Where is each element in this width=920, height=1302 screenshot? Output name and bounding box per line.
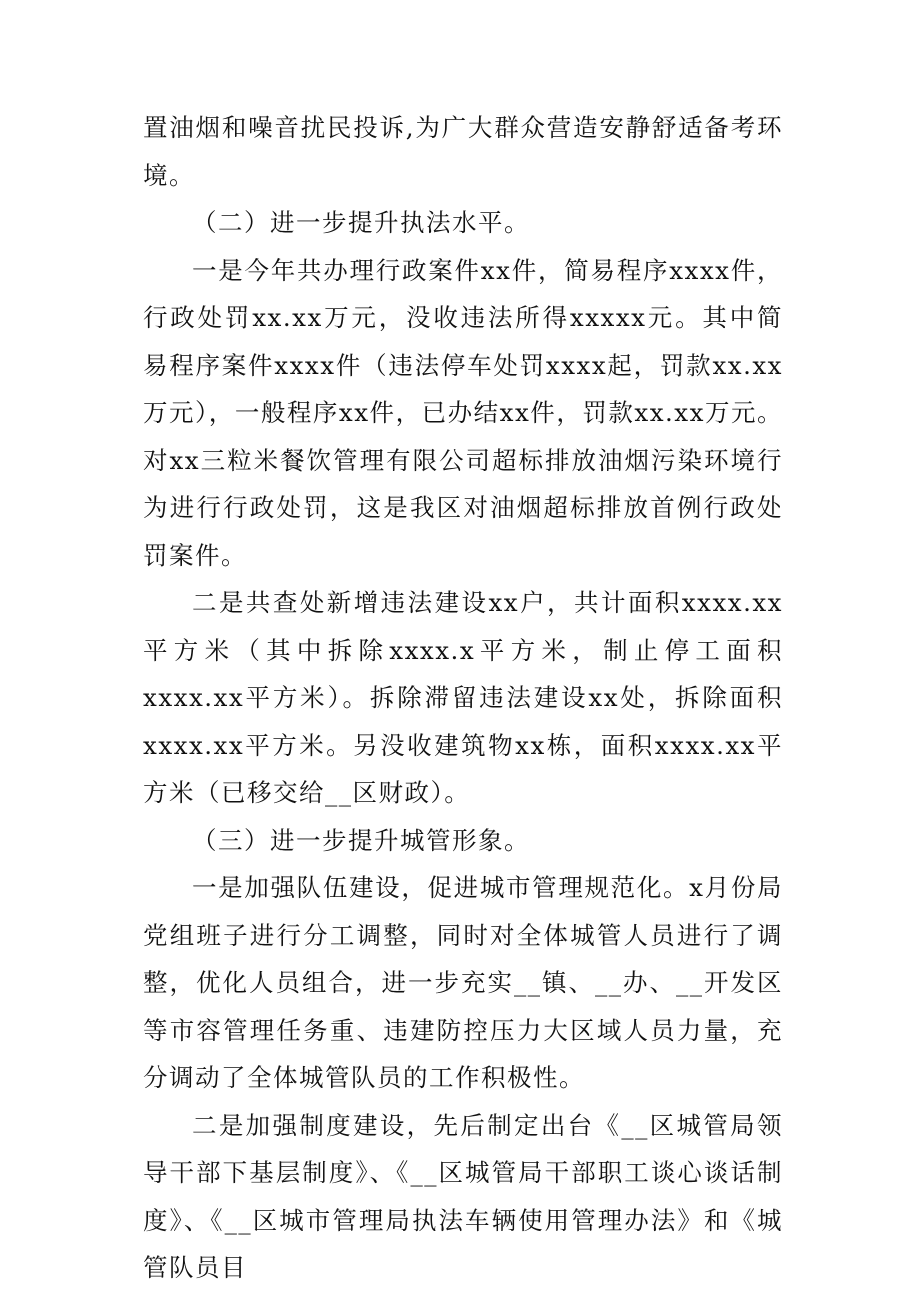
paragraph-team-building: 一是加强队伍建设，促进城市管理规范化。x月份局党组班子进行分工调整，同时对全体城管人员进行了调整，优化人员组合，进一步充实__镇、__办、__开发区等市容管理任务重、违建防控压力大区域人员力量，充分调动了全体城管队员的工作积极性。 [143,873,783,1092]
document-body [143,104,783,1292]
section-heading-3: （三）进一步提升城管形象。 [192,825,530,855]
paragraph-continuation: 置油烟和噪音扰民投诉,为广大群众营造安静舒适备考环境。 [143,113,783,190]
paragraph-illegal-construction: 二是共查处新增违法建设xx户，共计面积xxxx.xx平方米（其中拆除xxxx.x平方米，制止停工面积xxxx.xx平方米）。拆除滞留违法建设xx处，拆除面积xxxx.xx平方米。另没收建筑物xx栋，面积xxxx.xx平方米（已移交给__区财政）。 [143,588,783,807]
section-heading-2: （二）进一步提升执法水平。 [192,208,530,237]
paragraph-cases: 一是今年共办理行政案件xx件，简易程序xxxx件，行政处罚xx.xx万元，没收违法所得xxxxx元。其中简易程序案件xxxx件（违法停车处罚xxxx起，罚款xx.xx万元），一般程序xx件，已办结xx件，罚款xx.xx万元。对xx三粒米餐饮管理有限公司超标排放油烟污染环境行为进行行政处罚，这是我区对油烟超标排放首例行政处罚案件。 [143,255,783,570]
paragraph-system-building: 二是加强制度建设，先后制定出台《__区城管局领导干部下基层制度》、《__区城管局干部职工谈心谈话制度》、《__区城市管理局执法车辆使用管理办法》和《城管队员目 [143,1110,783,1282]
